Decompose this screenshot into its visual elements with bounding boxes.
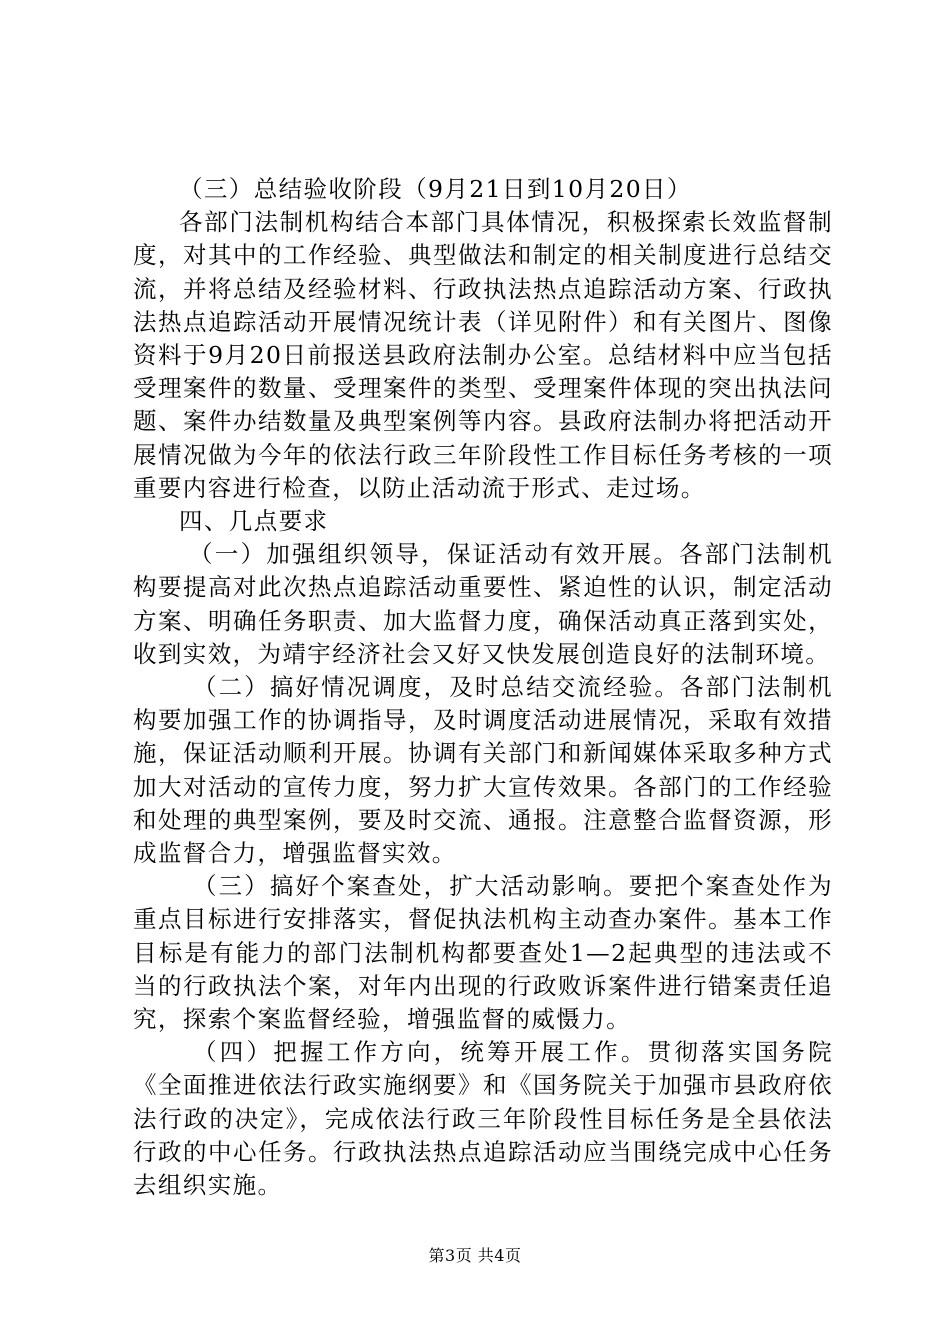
document-body xyxy=(133,173,833,1202)
paragraph-summary-details: 各部门法制机构结合本部门具体情况，积极探索长效监督制度，对其中的工作经验、典型做法和制定的相关制度进行总结交流，并将总结及经验材料、行政执法热点追踪活动方案、行政执法热点追踪活动开展情况统计表（详见附件）和有关图片、图像资料于9月20日前报送县政府法制办公室。总结材料中应当包括受理案件的数量、受理案件的类型、受理案件体现的突出执法问题、案件办结数量及典型案例等内容。县政府法制办将把活动开展情况做为今年的依法行政三年阶段性工作目标任务考核的一项重要内容进行检查，以防止活动流于形式、走过场。 xyxy=(133,208,833,502)
paragraph-requirement-2: （二）搞好情况调度，及时总结交流经验。各部门法制机构要加强工作的协调指导，及时调度活动进展情况，采取有效措施，保证活动顺利开展。协调有关部门和新闻媒体采取多种方式加大对活动的宣传力度，努力扩大宣传效果。各部门的工作经验和处理的典型案例，要及时交流、通报。注意整合监督资源，形成监督合力，增强监督实效。 xyxy=(133,673,833,868)
paragraph-requirement-4: （四）把握工作方向，统筹开展工作。贯彻落实国务院《全面推进依法行政实施纲要》和《国务院关于加强市县政府依法行政的决定》，完成依法行政三年阶段性目标任务是全县依法行政的中心任务。行政执法热点追踪活动应当围绕完成中心任务去组织实施。 xyxy=(133,1038,833,1200)
paragraph-requirement-1: （一）加强组织领导，保证活动有效开展。各部门法制机构要提高对此次热点追踪活动重要性、紧迫性的认识，制定活动方案、明确任务职责、加大监督力度，确保活动真正落到实处，收到实效，为靖宇经济社会又好又快发展创造良好的法制环境。 xyxy=(133,540,833,668)
paragraph-requirement-3: （三）搞好个案查处，扩大活动影响。要把个案查处作为重点目标进行安排落实，督促执法机构主动查办案件。基本工作目标是有能力的部门法制机构都要查处1—2起典型的违法或不当的行政执法个案，对年内出现的行政败诉案件进行错案责任追究，探索个案监督经验，增强监督的威慑力。 xyxy=(133,872,833,1034)
page-number-footer: 第3页 共4页 xyxy=(428,1246,522,1265)
section-heading-summary-stage: （三）总结验收阶段（9月21日到10月20日） xyxy=(179,175,692,203)
section-heading-requirements: 四、几点要求 xyxy=(179,507,329,536)
